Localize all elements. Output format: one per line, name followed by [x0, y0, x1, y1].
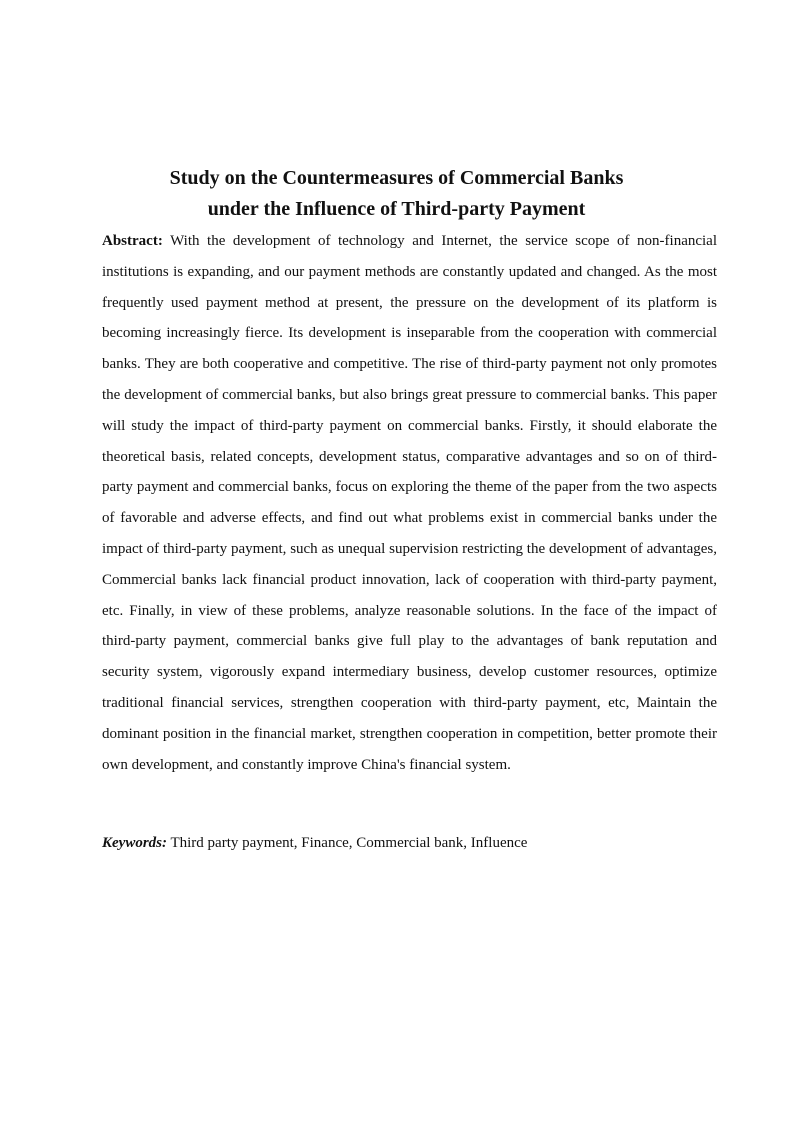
paper-title: [0, 163, 793, 225]
abstract-text: With the development of technology and Internet, the service scope of non-financial institutions is expanding, and our payment methods are constantly updated and changed. As the most frequently used payment method at present, the pressure on the development of its platform is becoming increasingly fierce. Its development is inseparable from the cooperation with commercial banks. They are both cooperative and competitive. The rise of third-party payment not only promotes the development of commercial banks, but also brings great pressure to commercial banks. This paper will study the impact of third-party payment on commercial banks. Firstly, it should elaborate the theoretical basis, related concepts, development status, comparative advantages and so on of third-party payment and commercial banks, focus on exploring the theme of the paper from the two aspects of favorable and adverse effects, and find out what problems exist in commercial banks under the impact of third-party payment, such as unequal supervision restricting the development of advantages, Commercial banks lack financial product innovation, lack of cooperation with third-party payment, etc. Finally, in view of these problems, analyze reasonable solutions. In the face of the impact of third-party payment, commercial banks give full play to the advantages of bank reputation and security system, vigorously expand intermediary business, develop customer resources, optimize traditional financial services, strengthen cooperation with third-party payment, etc, Maintain the dominant position in the financial market, strengthen cooperation in competition, better promote their own development, and constantly improve China's financial system.: [102, 233, 717, 773]
abstract-label: Abstract:: [102, 233, 163, 249]
keywords-label: Keywords:: [102, 835, 167, 851]
abstract-paragraph: [102, 226, 717, 780]
keywords-paragraph: [102, 830, 717, 856]
title-line-2: under the Influence of Third-party Payment: [207, 198, 586, 220]
title-line-1: Study on the Countermeasures of Commercial Banks: [169, 167, 624, 189]
keywords-text: Third party payment, Finance, Commercial bank, Influence: [167, 835, 528, 851]
